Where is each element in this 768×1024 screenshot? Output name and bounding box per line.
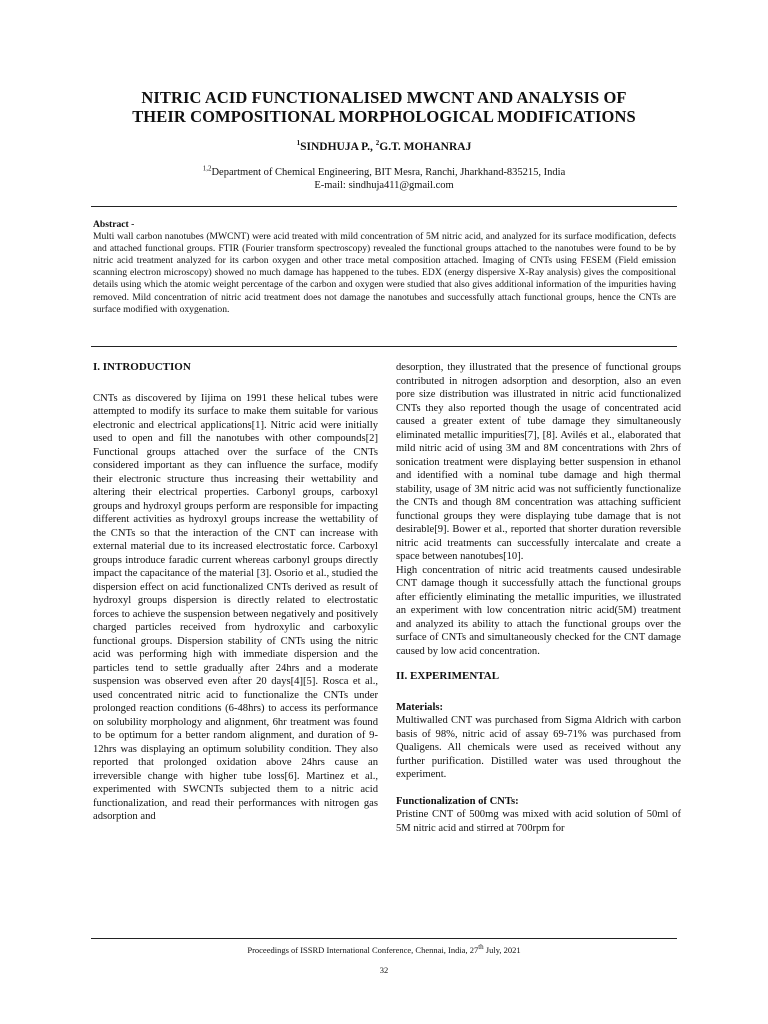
materials-paragraph: Multiwalled CNT was purchased from Sigma Aldrich with carbon basis of 98%, nitric acid of assay 69-71% was purchased from Qualigens. All chemicals were used as received without any further purification. Distilled water was used throughout the experiment. — [396, 715, 681, 780]
column-right — [396, 361, 681, 835]
footer-rule — [91, 938, 677, 939]
divider-bottom — [91, 346, 677, 347]
abstract-text: Multi wall carbon nanotubes (MWCNT) were acid treated with mild concentration of 5M nitric acid, and analyzed for its surface modification, defects and attached functional groups. FTIR (Fourier transform spectroscopy) revealed the functional groups attached to the nanotubes were found to be by nitric acid treatment analyzed for its carbon oxygen and other trace metal composition attached. Imaging of CNTs using FESEM (Field emission scanning electron microscopy) showed no much damage has happened to the tubes. EDX (energy dispersive X-Ray analysis) gives the compositional details using which the atomic weight percentage of the carbon and oxygen were studied that also gives additional information of the impurities having removed. Mild concentration of nitric acid treatment does not damage the nanotubes and successfully attach functional groups, hence the CNTs are surface modified with oxygenation. — [93, 231, 676, 315]
title-line-2: THEIR COMPOSITIONAL MORPHOLOGICAL MODIFICATIONS — [132, 107, 636, 126]
abstract-label: Abstract - — [93, 219, 135, 230]
page-number: 32 — [379, 965, 389, 975]
author-2: G.T. MOHANRAJ — [379, 141, 472, 153]
intro-paragraph-2: High concentration of nitric acid treatments caused undesirable CNT damage though it successfully attach the functional groups after efficiently eliminating the metallic impurities, we illustrated an experiment with low concentration nitric acid(5M) treatment and analyzed its ability to attach the functional groups over the surface of CNTs and simultaneously checked for the CNT damage caused by low acid concentration. — [396, 564, 681, 657]
footer-proceedings — [0, 945, 768, 955]
affiliation-sup: 1,2 — [202, 164, 212, 173]
affiliation — [0, 166, 768, 192]
section-heading-introduction: I. INTRODUCTION — [93, 361, 191, 373]
column-left — [93, 361, 378, 824]
affiliation-text: Department of Chemical Engineering, BIT Mesra, Ranchi, Jharkhand-835215, India — [211, 167, 566, 178]
author-1: SINDHUJA P., — [300, 141, 376, 153]
subheading-materials: Materials: — [396, 701, 444, 713]
footer-text-post: July, 2021 — [483, 945, 521, 955]
intro-paragraph-1: CNTs as discovered by Iijima on 1991 these helical tubes were attempted to modify its surface to make them suitable for various electronic and electrical applications[1]. Nitric acid were initially used to open and fill the nanotubes with other compounds[2] Functional groups attached over the surface of the CNTs considered important as they can influence the surface, modify their electronic structure thus increasing their wettability and altering their electrical properties. Carbonyl groups, carboxyl groups and hydroxyl groups perform are responsible for impacting different activities as hydroxyl groups increase the wettability of the CNTs so that the interaction of the CNT can increase with external material due to its increased electrostatic force. Carboxyl groups introduce faradic current whereas carbonyl groups directly impact the capacitance of the material [3]. Osorio et al., studied the dispersion effect on acid functionalized CNTs derived as result of hydroxyl groups dispersion is directly related to electrostatic forces to achieve the suspension between negatively and positively charged particles received from hydroxylic and carboxylic functional groups. Dispersion stability of CNTs using the nitric acid was performing high with immediate dispersion and the particles tend to settle gradually after 24hrs and a moderate suspension was observed even after 20 days[4][5]. Rosca et al., used concentrated nitric acid to functionalize the CNTs under prolonged reaction conditions (6-48hrs) to access its performance on solubility morphology and alignment, 6hr treatment was found to be optimum for a better random alignment, and duration of 9-12hrs was displaying an optimum solubility condition. They also reported that prolonged oxidation above 24hrs cause an irreversible change with higher tube loss[6]. Martinez et al., experimented with SWCNTs subjected them to a nitric acid functionalization, and read their performances with nitrogen gas adsorption and — [93, 392, 378, 822]
title-line-1: NITRIC ACID FUNCTIONALISED MWCNT AND ANALYSIS OF — [141, 88, 627, 107]
section-heading-experimental: II. EXPERIMENTAL — [396, 670, 500, 682]
footer-sup: th — [478, 943, 484, 952]
footer-text-pre: Proceedings of ISSRD International Conference, Chennai, India, 27 — [247, 945, 479, 955]
author-email: E-mail: sindhuja411@gmail.com — [314, 180, 454, 191]
abstract — [93, 219, 676, 316]
author1-affil-sup: 1 — [296, 139, 301, 148]
functionalization-paragraph: Pristine CNT of 500mg was mixed with acid solution of 50ml of 5M nitric acid and stirred at 700rpm for — [396, 809, 681, 834]
subheading-functionalization: Functionalization of CNTs: — [396, 795, 519, 807]
intro-paragraph-1-continued: desorption, they illustrated that the presence of functional groups contributed in nitrogen adsorption and desorption, also an even pore size distribution was illustrated in nitric acid functionalized CNTs they also reported though the usage of concentrated acid caused a greater extent of tube damage they simultaneously eliminated metallic impurities[7], [8]. Avilés et al., elaborated that mild nitric acid of using 3M and 8M concentrations with 2hrs of sonication treatment were displaying better suspension in ethanol and identified with a nominal tube damage and high thermal stability, usage of 3M nitric acid was not sufficiently functionalize the CNTs and though 8M concentration was attaching sufficient functional groups they were displaying tube damage that is not desirable[9]. Bower et al., reported that shorter duration reversible nitric acid treatments can successfully intercalate and create a space between nanotubes[10]. — [396, 362, 681, 562]
author2-affil-sup: 2 — [375, 139, 380, 148]
paper-title — [60, 88, 708, 126]
divider-top — [91, 206, 677, 207]
author-list — [0, 141, 768, 153]
